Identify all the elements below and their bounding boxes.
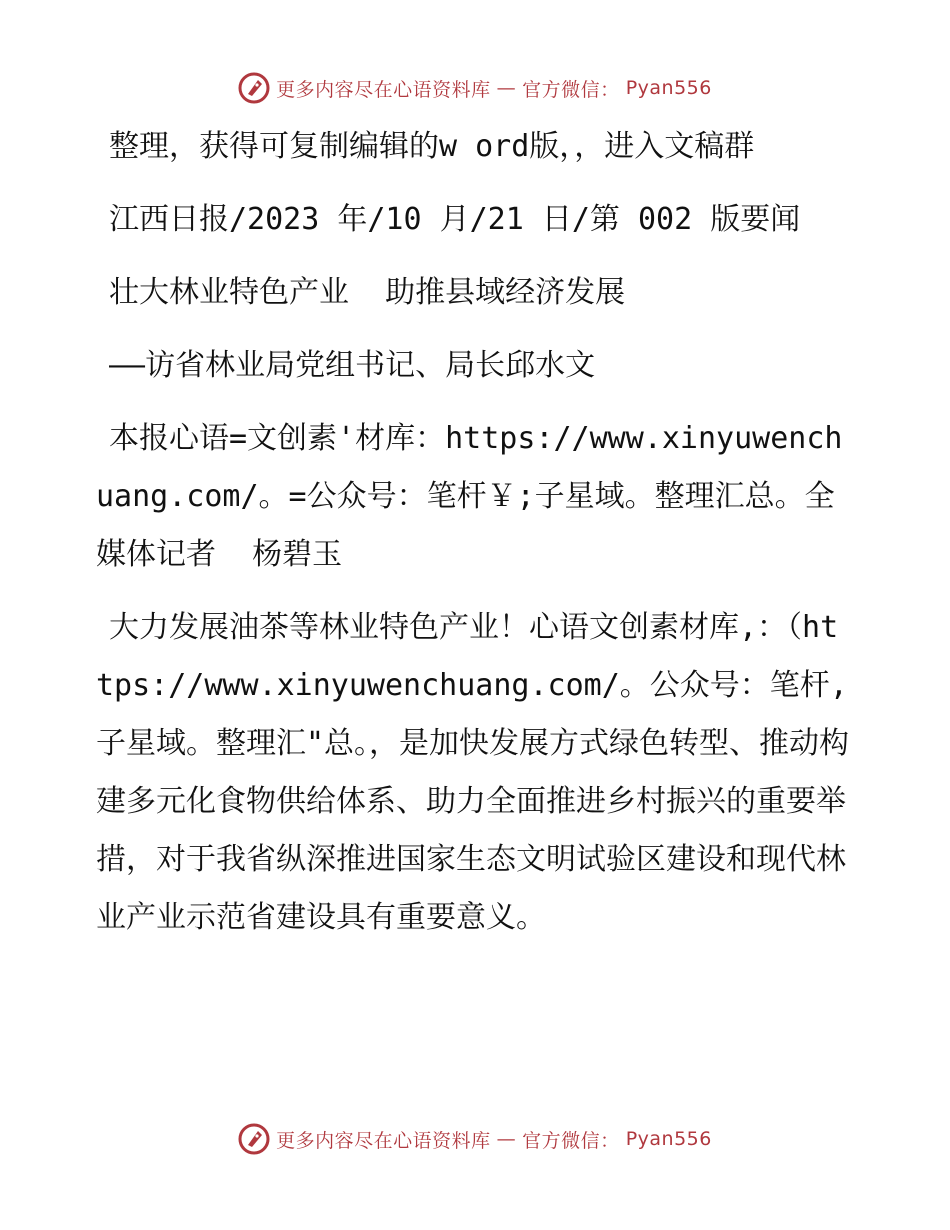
source-line: 江西日报/2023 年/10 月/21 日/第 002 版要闻 [109, 202, 801, 237]
body-paragraph: 大力发展油茶等林业特色产业！心语文创素材库,：（https://www.xinyuwenchuang.com/。公众号：笔杆,子星域。整理汇"总。，是加快发展方式绿色转型、推动构建多元化食物供给体系、助力全面推进乡村振兴的重要举措，对于我省纵深推进国家生态文明试验区建设和现代林业产业示范省建设具有重要意义。 [96, 610, 850, 935]
pen-nib-logo-icon [238, 72, 270, 104]
pen-nib-logo-icon [238, 1123, 270, 1155]
footer-watermark [0, 1123, 950, 1155]
header-watermark [0, 72, 950, 104]
byline: 本报心语=文创素'材库：https://www.xinyuwenchuang.com/。=公众号：笔杆￥;子星域。整理汇总。全媒体记者 杨碧玉 [96, 421, 843, 572]
article-body [96, 118, 856, 962]
watermark-brand-text: 更多内容尽在心语资料库 [276, 78, 491, 101]
intro-note: 整理，获得可复制编辑的w ord版，，进入文稿群 [109, 129, 755, 164]
watermark-separator: — [496, 1128, 517, 1150]
watermark-wechat-label: 官方微信： [522, 78, 620, 101]
article-title: 壮大林业特色产业 助推县域经济发展 [109, 275, 626, 310]
watermark-separator: — [496, 77, 517, 99]
watermark-wechat-id: Pyan556 [625, 77, 712, 99]
article-subtitle: ——访省林业局党组书记、局长邱水文 [109, 348, 596, 383]
watermark-wechat-label: 官方微信： [522, 1129, 620, 1152]
watermark-wechat-id: Pyan556 [625, 1128, 712, 1150]
watermark-brand-text: 更多内容尽在心语资料库 [276, 1129, 491, 1152]
